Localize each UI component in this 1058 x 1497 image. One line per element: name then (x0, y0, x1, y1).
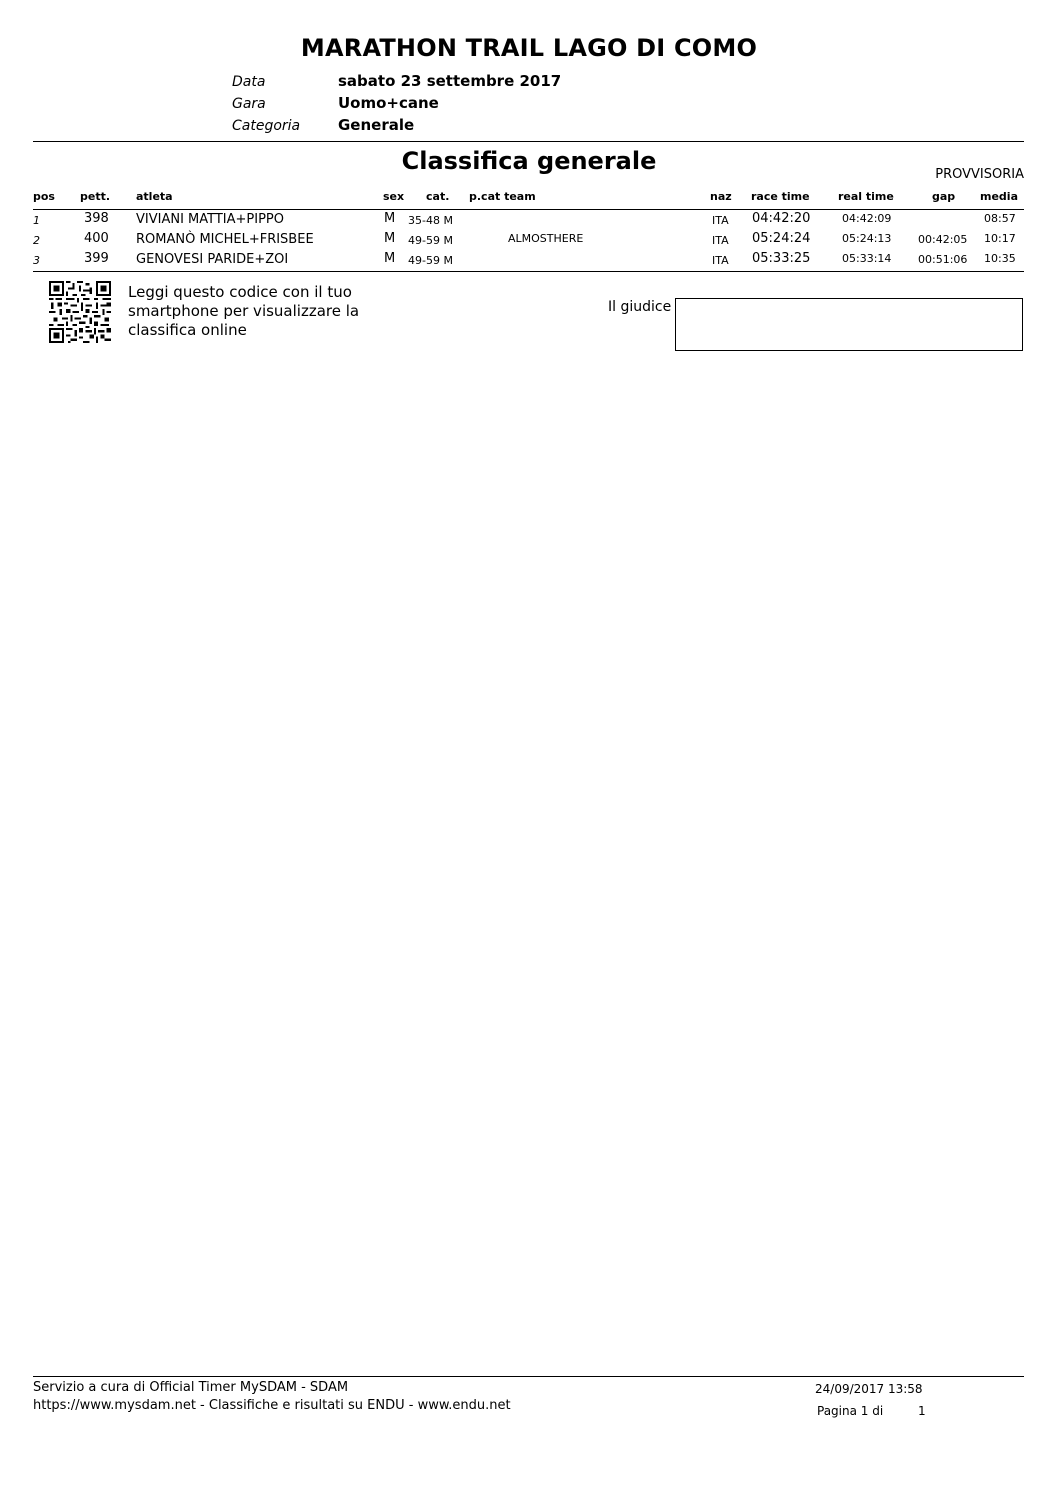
qr-code-icon[interactable] (48, 281, 112, 343)
header-divider (33, 141, 1024, 142)
cell-atleta: VIVIANI MATTIA+PIPPO (136, 212, 284, 227)
column-header-pcat-team: p.cat team (469, 190, 536, 203)
cell-atleta: GENOVESI PARIDE+ZOI (136, 252, 289, 267)
footer-links-text[interactable]: https://www.mysdam.net - Classifiche e risultati su ENDU - www.endu.net (33, 1398, 511, 1413)
cell-race-time: 05:33:25 (752, 251, 811, 266)
cell-real-time: 05:33:14 (842, 252, 892, 265)
cell-sex: M (384, 211, 396, 226)
cell-naz: ITA (712, 214, 729, 227)
footer-service-text: Servizio a cura di Official Timer MySDAM - SDAM (33, 1380, 349, 1395)
cell-media: 10:17 (984, 232, 1016, 245)
section-title: Classifica generale (401, 147, 657, 175)
column-header-media: media (980, 190, 1018, 203)
qr-instructions: Leggi questo codice con il tuo smartphone per visualizzare la classifica online (128, 283, 360, 339)
cell-sex: M (384, 231, 396, 246)
cell-race-time: 04:42:20 (752, 211, 811, 226)
table-header-divider (33, 209, 1024, 210)
cell-pett: 398 (84, 211, 109, 226)
footer-page-label: Pagina 1 di (817, 1404, 884, 1418)
meta-value-categoria: Generale (338, 116, 415, 134)
cell-real-time: 04:42:09 (842, 212, 892, 225)
cell-sex: M (384, 251, 396, 266)
footer-page-total: 1 (918, 1404, 926, 1418)
cell-pett: 399 (84, 251, 109, 266)
cell-pett: 400 (84, 231, 109, 246)
column-header-pos: pos (33, 190, 55, 203)
column-header-real-time: real time (838, 190, 894, 203)
cell-naz: ITA (712, 254, 729, 267)
cell-gap: 00:51:06 (918, 253, 968, 266)
column-header-cat: cat. (426, 190, 450, 203)
meta-value-data: sabato 23 settembre 2017 (338, 72, 562, 90)
column-header-atleta: atleta (136, 190, 173, 203)
cell-real-time: 05:24:13 (842, 232, 892, 245)
cell-cat: 35-48 M (408, 214, 453, 227)
cell-cat: 49-59 M (408, 234, 453, 247)
column-header-race-time: race time (751, 190, 810, 203)
footer-divider (33, 1376, 1024, 1377)
status-badge: PROVVISORIA (935, 167, 1024, 182)
meta-label-categoria: Categoria (232, 118, 301, 134)
table-bottom-divider (33, 271, 1024, 272)
column-header-naz: naz (710, 190, 732, 203)
judge-label: Il giudice (608, 299, 672, 315)
cell-cat: 49-59 M (408, 254, 453, 267)
meta-value-gara: Uomo+cane (338, 94, 439, 112)
cell-media: 08:57 (984, 212, 1016, 225)
cell-atleta: ROMANÒ MICHEL+FRISBEE (136, 232, 314, 247)
cell-naz: ITA (712, 234, 729, 247)
meta-label-data: Data (232, 74, 266, 90)
meta-label-gara: Gara (232, 96, 266, 112)
cell-media: 10:35 (984, 252, 1016, 265)
footer-timestamp: 24/09/2017 13:58 (815, 1382, 923, 1396)
cell-pos: 2 (33, 234, 40, 247)
cell-team: ALMOSTHERE (508, 232, 584, 245)
judge-signature-box (675, 298, 1023, 351)
cell-pos: 3 (33, 254, 40, 267)
cell-pos: 1 (33, 214, 40, 227)
cell-race-time: 05:24:24 (752, 231, 811, 246)
column-header-pett: pett. (80, 190, 111, 203)
column-header-gap: gap (932, 190, 956, 203)
column-header-sex: sex (383, 190, 405, 203)
page-title: MARATHON TRAIL LAGO DI COMO (300, 34, 758, 62)
cell-gap: 00:42:05 (918, 233, 968, 246)
